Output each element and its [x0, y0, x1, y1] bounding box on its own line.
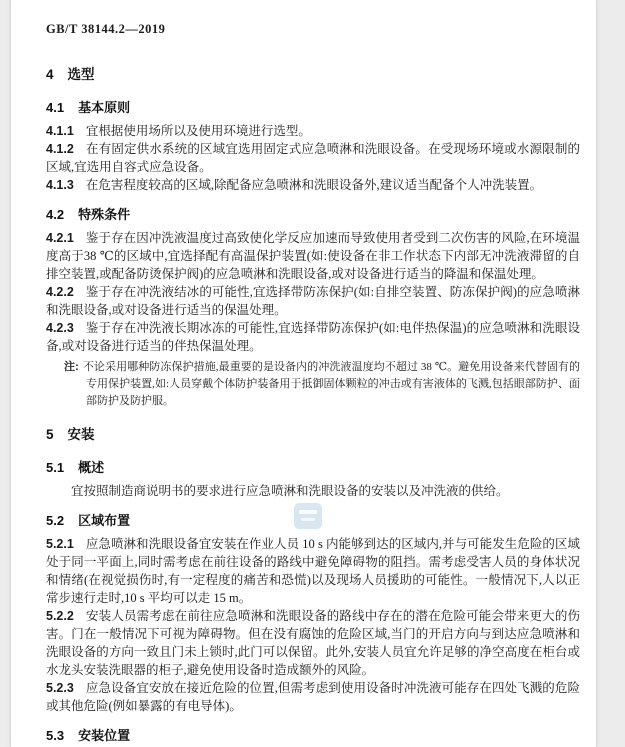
clause-text: 在危害程度较高的区域,除配备应急喷淋和洗眼设备外,建议适当配备个人冲洗装置。: [85, 178, 543, 192]
clause-number: 5.2.1: [46, 537, 74, 551]
clause-4-2-heading: [46, 206, 580, 224]
clause-5-1-heading: [46, 459, 580, 477]
clause-4-2-1: [46, 229, 580, 283]
clause-number: 4.2.3: [46, 321, 74, 335]
clause-number: 5.3: [46, 728, 65, 743]
watermark-stamp-icon: [294, 503, 322, 529]
clause-text: 在有固定供水系统的区域宜选用固定式应急喷淋和洗眼设备。在受现场环境或水源限制的区域,宜选用自容式应急设备。: [46, 142, 580, 174]
clause-number: 5.2.3: [46, 681, 74, 695]
clause-number: 5.2: [46, 513, 65, 528]
clause-number: 4.2.2: [46, 285, 74, 299]
running-header: GB/T 38144.2—2019: [46, 22, 166, 36]
clause-text: 安装人员需考虑在前往应急喷淋和洗眼设备的路线中存在的潜在危险可能会带来更大的伤害。门在一般情况下可视为障碍物。但在没有腐蚀的危险区域,当门的开启方向与到达应急喷淋和洗眼设备的方向一致且门未上锁时,此门可以保留。此外,安装人员宜允许足够的净空高度在柜台或水龙头安装洗眼器的柜子,避免使用设备时造成额外的风险。: [46, 609, 580, 677]
clause-title: 基本原则: [78, 100, 131, 115]
clause-number: 5.2.2: [46, 609, 74, 623]
clause-4-1-3: [46, 176, 580, 194]
clause-number: 4: [46, 67, 54, 82]
clause-4-2-2: [46, 283, 580, 319]
clause-number: 5.1: [46, 460, 65, 475]
clause-4-heading: [46, 66, 580, 84]
clause-text: 应急喷淋和洗眼设备宜安装在作业人员 10 s 内能够到达的区域内,并与可能发生危险的区域处于同一平面上,同时需考虑在前往设备的路线中避免障碍物的阻挡。需考虑受害人员的身体状况和情绪(在视觉损伤时,有一定程度的痛苦和恐慌)以及现场人员援助的可能性。一般情况下,人以正常步速行走时,10 s 平均可以走 15 m。: [46, 537, 580, 605]
clause-5-2-3: [46, 679, 580, 715]
clause-title: 安装位置: [78, 728, 131, 743]
clause-5-1-paragraph: 宜按照制造商说明书的要求进行应急喷淋和洗眼设备的安装以及冲洗液的供给。: [71, 484, 509, 498]
clause-number: 4.1.2: [46, 142, 74, 156]
clause-4-2-3: [46, 319, 580, 355]
page-content: [11, 0, 596, 745]
clause-text: 鉴于存在冲洗液长期冰冻的可能性,宜选择带防冻保护(如:电伴热保温)的应急喷淋和洗眼设备,或对设备进行适当的伴热保温处理。: [46, 321, 580, 353]
clause-number: 4.2.1: [46, 231, 74, 245]
note-block: [46, 359, 580, 410]
clause-4-1-2: [46, 140, 580, 176]
clause-text: 鉴于存在冲洗液结冰的可能性,宜选择带防冻保护(如:自排空装置、防冻保护阀)的应急喷淋和洗眼设备,或对设备进行适当的保温处理。: [46, 285, 580, 317]
clause-title: 选型: [67, 67, 95, 82]
clause-5-3-heading: [46, 727, 580, 745]
clause-number: 4.1.3: [46, 178, 74, 192]
clause-title: 特殊条件: [78, 207, 131, 222]
clause-text: 宜根据使用场所以及使用环境进行选型。: [85, 124, 311, 138]
clause-number: 5: [46, 427, 54, 442]
clause-5-2-2: [46, 607, 580, 679]
clause-title: 安装: [67, 427, 95, 442]
clause-5-2-1: [46, 535, 580, 607]
clause-text: 应急设备宜安放在接近危险的位置,但需考虑到使用设备时冲洗液可能存在四处飞溅的危险或其他危险(例如暴露的有电导体)。: [46, 681, 580, 713]
clause-5-heading: [46, 426, 580, 444]
clause-title: 区域布置: [78, 513, 131, 528]
clause-title: 概述: [78, 460, 105, 475]
note-text: 不论采用哪种防冻保护措施,最重要的是设备内的冲洗液温度均不超过 38 ℃。避免用设备来代替固有的专用保护装置,如:人员穿戴个体防护装备用于抵御固体颗粒的冲击或有害液体的飞溅,包括眼部防护、面部防护及防护服。: [82, 361, 580, 407]
clause-number: 4.1.1: [46, 124, 74, 138]
note-label: 注:: [64, 361, 79, 373]
clause-4-1-1: [46, 122, 580, 140]
clause-4-1-heading: [46, 99, 580, 117]
clause-number: 4.2: [46, 207, 65, 222]
clause-number: 4.1: [46, 100, 65, 115]
clause-text: 鉴于存在因冲洗液温度过高致使化学反应加速而导致使用者受到二次伤害的风险,在环境温度高于38 ℃的区域中,宜选择配有高温保护装置(如:使设备在非工作状态下内部无冲洗液滞留的自排空装置,或配备防烫保护阀)的应急喷淋和洗眼设备,或对设备进行适当的降温和保温处理。: [46, 231, 580, 281]
document-page: [10, 0, 597, 747]
